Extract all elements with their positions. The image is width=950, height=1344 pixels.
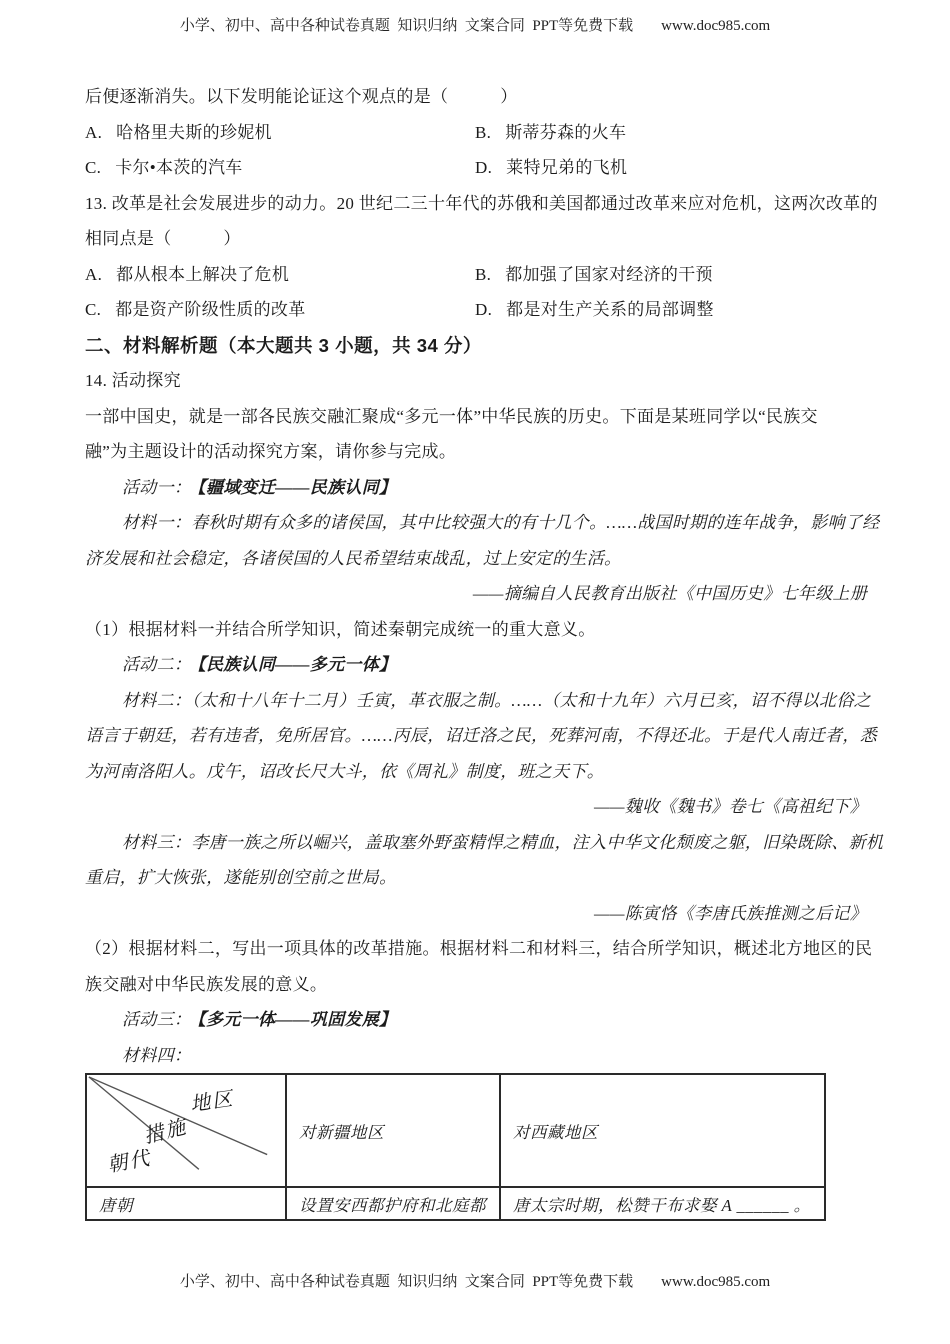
footer-site-url: www.doc985.com <box>661 1274 771 1290</box>
header-site-url: www.doc985.com <box>661 18 771 34</box>
material2-source: ——魏收《魏书》卷七《高祖纪下》 <box>593 797 867 816</box>
q13-stem-line2: 相同点是（ ） <box>85 229 241 248</box>
material3-source: ——陈寅恪《李唐氏族推测之后记》 <box>593 903 867 923</box>
cell-xizang-measure: 唐太宗时期，松赞干布求娶 A ______ 。 <box>500 1187 825 1220</box>
q14-heading: 14. 活动探究 <box>85 371 181 390</box>
activity2-line <box>85 647 867 683</box>
option-label: B. <box>475 264 492 284</box>
q13-option-b <box>475 257 713 293</box>
material1-source: ——摘编自人民教育出版社《中国历史》七年级上册 <box>472 584 867 603</box>
material3-line2: 重启，扩大恢张，遂能别创空前之世局。 <box>85 868 397 887</box>
q14-intro-line1: 一部中国史，就是一部各民族交融汇聚成“多元一体”中华民族的历史。下面是某班同学以“民族交 <box>85 406 818 426</box>
option-label: C. <box>85 158 102 177</box>
activity1-line <box>85 470 867 506</box>
option-text: 都是对生产关系的局部调整 <box>506 300 714 319</box>
option-label: A. <box>85 122 103 142</box>
material1-line2: 济发展和社会稳定，各诸侯国的人民希望结束战乱，过上安定的生活。 <box>85 548 622 568</box>
activity3-line <box>85 1002 867 1038</box>
exam-body <box>85 79 884 1221</box>
q14-sub-question-1: （1）根据材料一并结合所学知识，简述秦朝完成统一的重大意义。 <box>85 619 596 639</box>
page-footer <box>0 1270 950 1291</box>
q12-options-row-ab <box>85 115 867 151</box>
material4-label: 材料四： <box>122 1045 192 1065</box>
option-label: A. <box>85 264 103 284</box>
q14-sub-question-2-line1: （2）根据材料二，写出一项具体的改革措施。根据材料二和材料三，结合所学知识，概述北方地区的民 <box>85 939 873 958</box>
activity2-label: 活动二： <box>122 655 192 674</box>
activity1-title: 【疆域变迁——民族认同】 <box>197 477 397 497</box>
material1-line1: 材料一：春秋时期有众多的诸侯国，其中比较强大的有十几个。……战国时期的连年战争，影响了经 <box>122 513 880 532</box>
table-header-row <box>86 1074 825 1187</box>
q13-options-row-cd <box>85 292 867 328</box>
corner-label-measure: 措施 <box>141 1115 190 1148</box>
option-text: 卡尔•本茨的汽车 <box>115 158 243 177</box>
option-text: 莱特兄弟的飞机 <box>506 158 628 177</box>
corner-label-dynasty: 朝代 <box>105 1147 154 1177</box>
footer-promo-text: 小学、初中、高中各种试卷真题 知识归纳 文案合同 PPT等免费下载 <box>179 1274 634 1290</box>
cell-dynasty: 唐朝 <box>86 1187 286 1220</box>
table-row-tang <box>86 1187 825 1220</box>
activity2-title: 【民族认同——多元一体】 <box>197 655 397 674</box>
q12-option-c <box>85 150 475 186</box>
material2-line2: 语言于朝廷，若有违者，免所居官。……丙辰，诏迁洛之民，死葬河南，不得还北。于是代人南迁者，悉 <box>85 726 878 745</box>
q12-option-b <box>475 115 626 151</box>
option-text: 都是资产阶级性质的改革 <box>115 300 306 319</box>
q13-option-a <box>85 257 475 293</box>
q12-option-a <box>85 115 475 151</box>
option-label: D. <box>475 300 493 319</box>
page-header <box>0 14 950 35</box>
q12-stem-tail: 后便逐渐消失。以下发明能论证这个观点的是（ ） <box>85 87 518 106</box>
section2-title: 二、材料解析题（本大题共 3 小题，共 34 分） <box>85 334 482 356</box>
table-header-xinjiang: 对新疆地区 <box>286 1074 500 1187</box>
table-header-xizang: 对西藏地区 <box>500 1074 825 1187</box>
option-text: 斯蒂芬森的火车 <box>505 122 627 142</box>
activity3-label: 活动三： <box>122 1010 192 1029</box>
material3-line1: 材料三：李唐一族之所以崛兴，盖取塞外野蛮精悍之精血，注入中华文化颓废之躯，旧染既除、新机 <box>122 832 884 852</box>
q12-option-d <box>475 150 627 186</box>
q12-options-row-cd <box>85 150 867 186</box>
activity1-label: 活动一： <box>122 477 192 497</box>
corner-label-region: 地区 <box>189 1088 236 1116</box>
cell-xinjiang-measure: 设置安西都护府和北庭都 <box>286 1187 500 1220</box>
option-text: 哈格里夫斯的珍妮机 <box>116 122 272 142</box>
option-text: 都从根本上解决了危机 <box>116 264 290 284</box>
material2-line3: 为河南洛阳人。戊午，诏改长尺大斗，依《周礼》制度，班之天下。 <box>85 761 604 781</box>
option-text: 都加强了国家对经济的干预 <box>505 264 713 284</box>
material4-table <box>85 1073 826 1221</box>
option-label: C. <box>85 300 102 319</box>
q13-option-c <box>85 292 475 328</box>
q14-sub-question-2-line2: 族交融对中华民族发展的意义。 <box>85 974 328 994</box>
activity3-title: 【多元一体——巩固发展】 <box>197 1010 397 1029</box>
material2-line1: 材料二：（太和十八年十二月）壬寅，革衣服之制。……（太和十九年）六月已亥，诏不得以北俗之 <box>122 690 871 710</box>
header-promo-text: 小学、初中、高中各种试卷真题 知识归纳 文案合同 PPT等免费下载 <box>179 18 634 34</box>
q13-option-d <box>475 292 714 328</box>
option-label: D. <box>475 158 493 177</box>
table-corner-cell <box>86 1074 286 1187</box>
q13-options-row-ab <box>85 257 867 293</box>
q13-stem-line1: 13. 改革是社会发展进步的动力。20 世纪二三十年代的苏俄和美国都通过改革来应对危机，这两次改革的 <box>85 193 878 213</box>
option-label: B. <box>475 122 492 142</box>
q14-intro-line2: 融”为主题设计的活动探究方案，请你参与完成。 <box>85 442 457 461</box>
